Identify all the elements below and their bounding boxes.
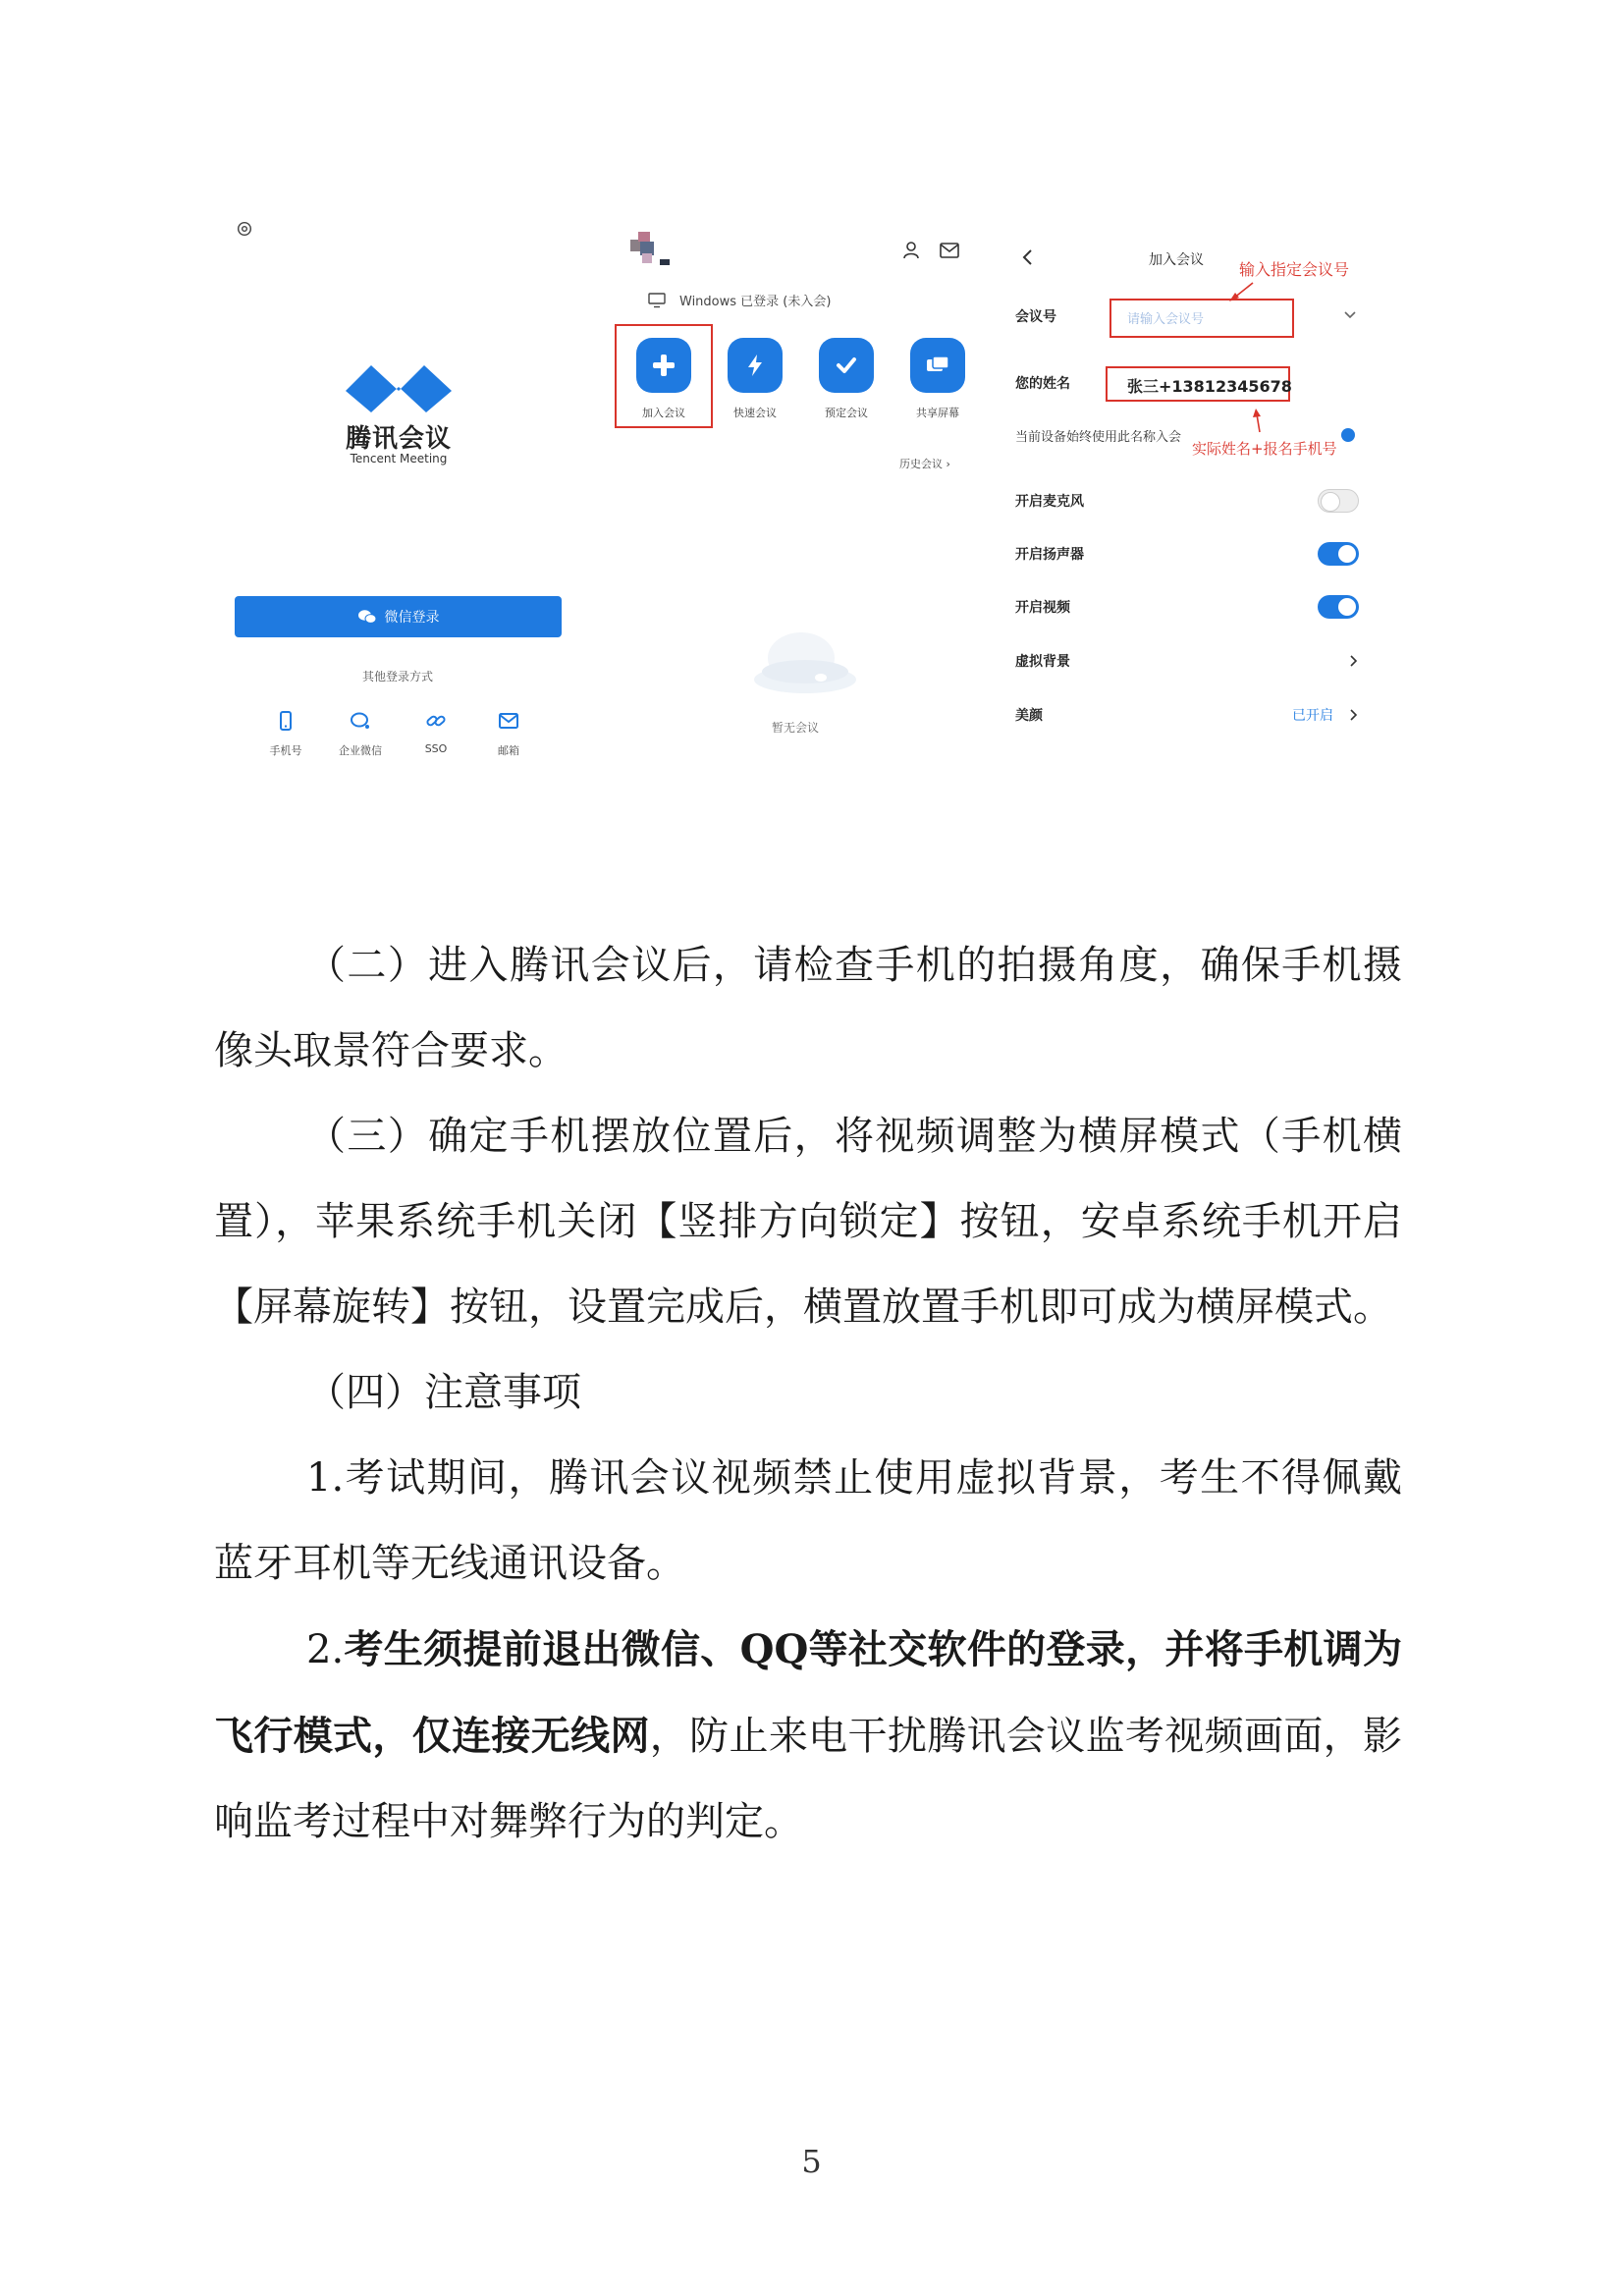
speaker-toggle[interactable] (1318, 542, 1359, 566)
monitor-icon (648, 293, 666, 308)
notice-item-2-bold: 考生须提前退出微信、QQ等社交软件的登录，并将手机调为飞行模式，仅连接无线网 (214, 1626, 1402, 1759)
annotation-name: 实际姓名+报名手机号 (1192, 440, 1337, 458)
meeting-id-input[interactable]: 请输入会议号 (1109, 299, 1294, 338)
video-toggle[interactable] (1318, 595, 1359, 619)
login-status-text: Windows 已登录 (未入会) (679, 295, 832, 309)
tencent-meeting-logo-icon (346, 361, 452, 412)
wechat-login-label: 微信登录 (384, 610, 440, 626)
empty-meetings-text: 暂无会议 (771, 721, 819, 735)
action-label: 预定会议 (825, 407, 868, 419)
notice-item-1: 1.考试期间，腾讯会议视频禁止使用虚拟背景，考生不得佩戴蓝牙耳机等无线通讯设备。 (214, 1455, 1402, 1586)
login-option-label: SSO (424, 742, 448, 755)
meeting-id-label: 会议号 (1015, 309, 1056, 325)
login-option-phone[interactable] (246, 709, 325, 758)
login-option-mail[interactable] (469, 709, 548, 758)
wechat-login-button[interactable] (235, 596, 562, 637)
other-login-methods: 其他登录方式 (361, 670, 433, 683)
brand-name-en: Tencent Meeting (350, 452, 448, 465)
name-label: 您的姓名 (1015, 376, 1070, 392)
share-screen-button[interactable] (893, 338, 982, 420)
avatar[interactable] (630, 232, 670, 267)
login-option-label: 企业微信 (339, 744, 382, 757)
history-meetings-link[interactable]: 历史会议 › (899, 458, 950, 470)
name-input[interactable]: 张三+13812345678 (1106, 366, 1290, 402)
wechat-icon (357, 609, 377, 625)
enterprise-wechat-icon (349, 709, 372, 733)
login-option-label: 邮箱 (498, 744, 519, 757)
setting-speaker-label: 开启扬声器 (1015, 547, 1084, 563)
empty-state-illustration (746, 621, 864, 697)
notice-item-2-number: 2. (306, 1627, 345, 1672)
phone-icon (274, 709, 298, 733)
paragraph-4-heading: （四）注意事项 (306, 1370, 581, 1415)
setting-beauty-label[interactable]: 美颜 (1015, 708, 1043, 724)
mail-icon (497, 709, 520, 733)
document-body (214, 923, 1402, 1865)
setting-video-label: 开启视频 (1015, 600, 1070, 616)
plus-icon (651, 353, 676, 378)
setting-microphone-label: 开启麦克风 (1015, 494, 1084, 510)
chevron-right-icon[interactable] (1347, 654, 1359, 668)
person-icon[interactable] (901, 240, 923, 261)
login-option-sso[interactable] (397, 709, 475, 755)
login-status (648, 291, 831, 309)
action-label: 共享屏幕 (916, 407, 959, 419)
setting-virtual-background-label[interactable]: 虚拟背景 (1015, 654, 1070, 670)
notice-item-2 (214, 1607, 1402, 1865)
chevron-right-icon[interactable] (1347, 708, 1359, 722)
beauty-status-value: 已开启 (1292, 708, 1333, 724)
schedule-meeting-button[interactable] (802, 338, 891, 420)
remember-name-checkbox[interactable] (1341, 428, 1355, 442)
notice-item-2-rest: ，防止来电干扰腾讯会议监考视频画面，影响监考过程中对舞弊行为的判定。 (214, 1714, 1403, 1844)
paragraph-2: （二）进入腾讯会议后，请检查手机的拍摄角度，确保手机摄像头取景符合要求。 (214, 943, 1402, 1073)
annotation-arrow-icon (1251, 409, 1267, 434)
microphone-toggle[interactable] (1318, 489, 1359, 513)
settings-gear-icon[interactable] (236, 220, 253, 238)
login-option-label: 手机号 (269, 744, 302, 757)
quick-meeting-button[interactable] (711, 338, 799, 420)
join-meeting-title: 加入会议 (1149, 252, 1204, 268)
annotation-meeting-id: 输入指定会议号 (1239, 260, 1350, 279)
brand-name: 腾讯会议 (345, 424, 452, 454)
join-meeting-button[interactable] (620, 338, 708, 420)
remember-name-text: 当前设备始终使用此名称入会 (1015, 430, 1182, 445)
page-number: 5 (801, 2143, 822, 2180)
chevron-down-icon[interactable] (1343, 308, 1357, 322)
action-label: 加入会议 (642, 407, 685, 419)
mail-icon[interactable] (939, 240, 960, 261)
login-option-enterprise-wechat[interactable] (321, 709, 400, 758)
link-icon (424, 709, 448, 733)
action-label: 快速会议 (733, 407, 777, 419)
bolt-icon (742, 353, 768, 378)
paragraph-3: （三）确定手机摆放位置后，将视频调整为横屏模式（手机横置），苹果系统手机关闭【竖排方向锁定】按钮，安卓系统手机开启【屏幕旋转】按钮，设置完成后，横置放置手机即可成为横屏模式。 (214, 1114, 1402, 1330)
check-icon (834, 353, 859, 378)
back-chevron-icon[interactable] (1019, 247, 1035, 267)
screen-share-icon (924, 354, 951, 377)
